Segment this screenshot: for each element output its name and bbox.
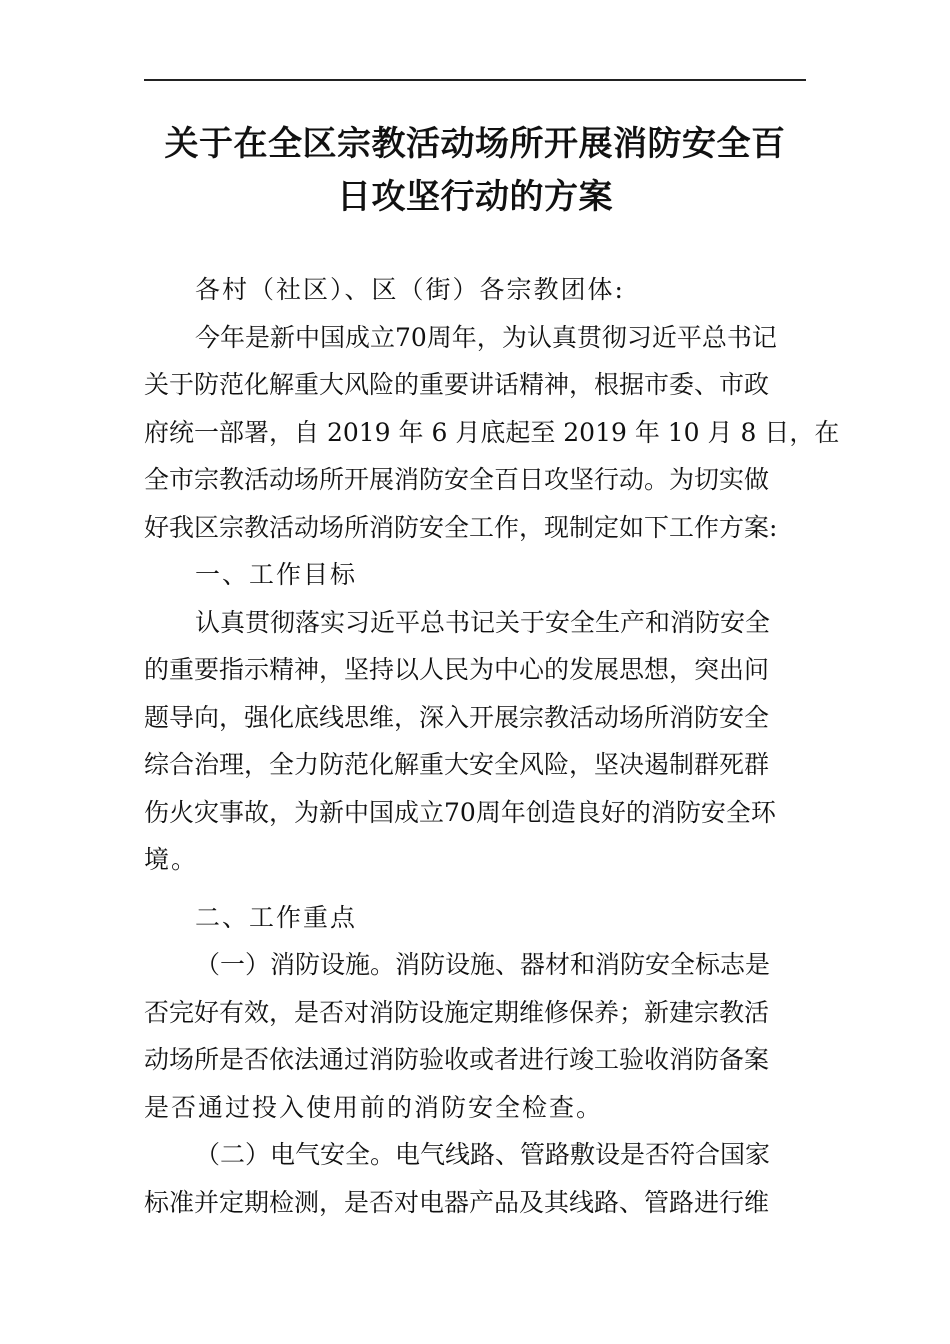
title-line: 关于在全区宗教活动场所开展消防安全百 (164, 124, 786, 164)
body-line: 关于防范化解重大风险的重要讲话精神，根据市委、市政 (144, 370, 770, 399)
body-line: 伤火灾事故，为新中国成立70周年创造良好的消防安全环 (144, 797, 776, 827)
body-line: 好我区宗教活动场所消防安全工作，现制定如下工作方案: (144, 512, 778, 542)
document-body (144, 266, 840, 1226)
section-heading: 一、工作目标 (195, 560, 358, 589)
body-line: 标准并定期检测，是否对电器产品及其线路、管路进行维 (144, 1187, 770, 1217)
body-line: （二）电气安全。电气线路、管路敷设是否符合国家 (195, 1140, 771, 1169)
body-line: 是否通过投入使用前的消防安全检查。 (144, 1092, 604, 1122)
body-line: 否完好有效，是否对消防设施定期维修保养；新建宗教活 (144, 997, 770, 1027)
body-line: 境。 (144, 845, 199, 874)
header-rule (144, 79, 806, 81)
document-title (144, 118, 806, 224)
body-line: 动场所是否依法通过消防验收或者进行竣工验收消防备案 (144, 1045, 770, 1074)
body-line: （一）消防设施。消防设施、器材和消防安全标志是 (195, 950, 771, 979)
body-line: 认真贯彻落实习近平总书记关于安全生产和消防安全 (195, 607, 771, 637)
section-heading: 二、工作重点 (195, 902, 358, 932)
body-line: 府统一部署，自 2019 年 6 月底起至 2019 年 10 月 8 日，在 (144, 417, 840, 447)
body-line: 综合治理，全力防范化解重大安全风险，坚决遏制群死群 (144, 750, 770, 779)
paragraph-gap (144, 884, 806, 894)
body-line: 的重要指示精神，坚持以人民为中心的发展思想，突出问 (144, 655, 770, 684)
salutation: 各村（社区）、区（街）各宗教团体: (195, 275, 625, 304)
body-line: 全市宗教活动场所开展消防安全百日攻坚行动。为切实做 (144, 465, 770, 494)
body-line: 题导向，强化底线思维，深入开展宗教活动场所消防安全 (144, 702, 770, 732)
title-line: 日攻坚行动的方案 (337, 177, 613, 217)
body-line: 今年是新中国成立70周年，为认真贯彻习近平总书记 (195, 322, 777, 352)
